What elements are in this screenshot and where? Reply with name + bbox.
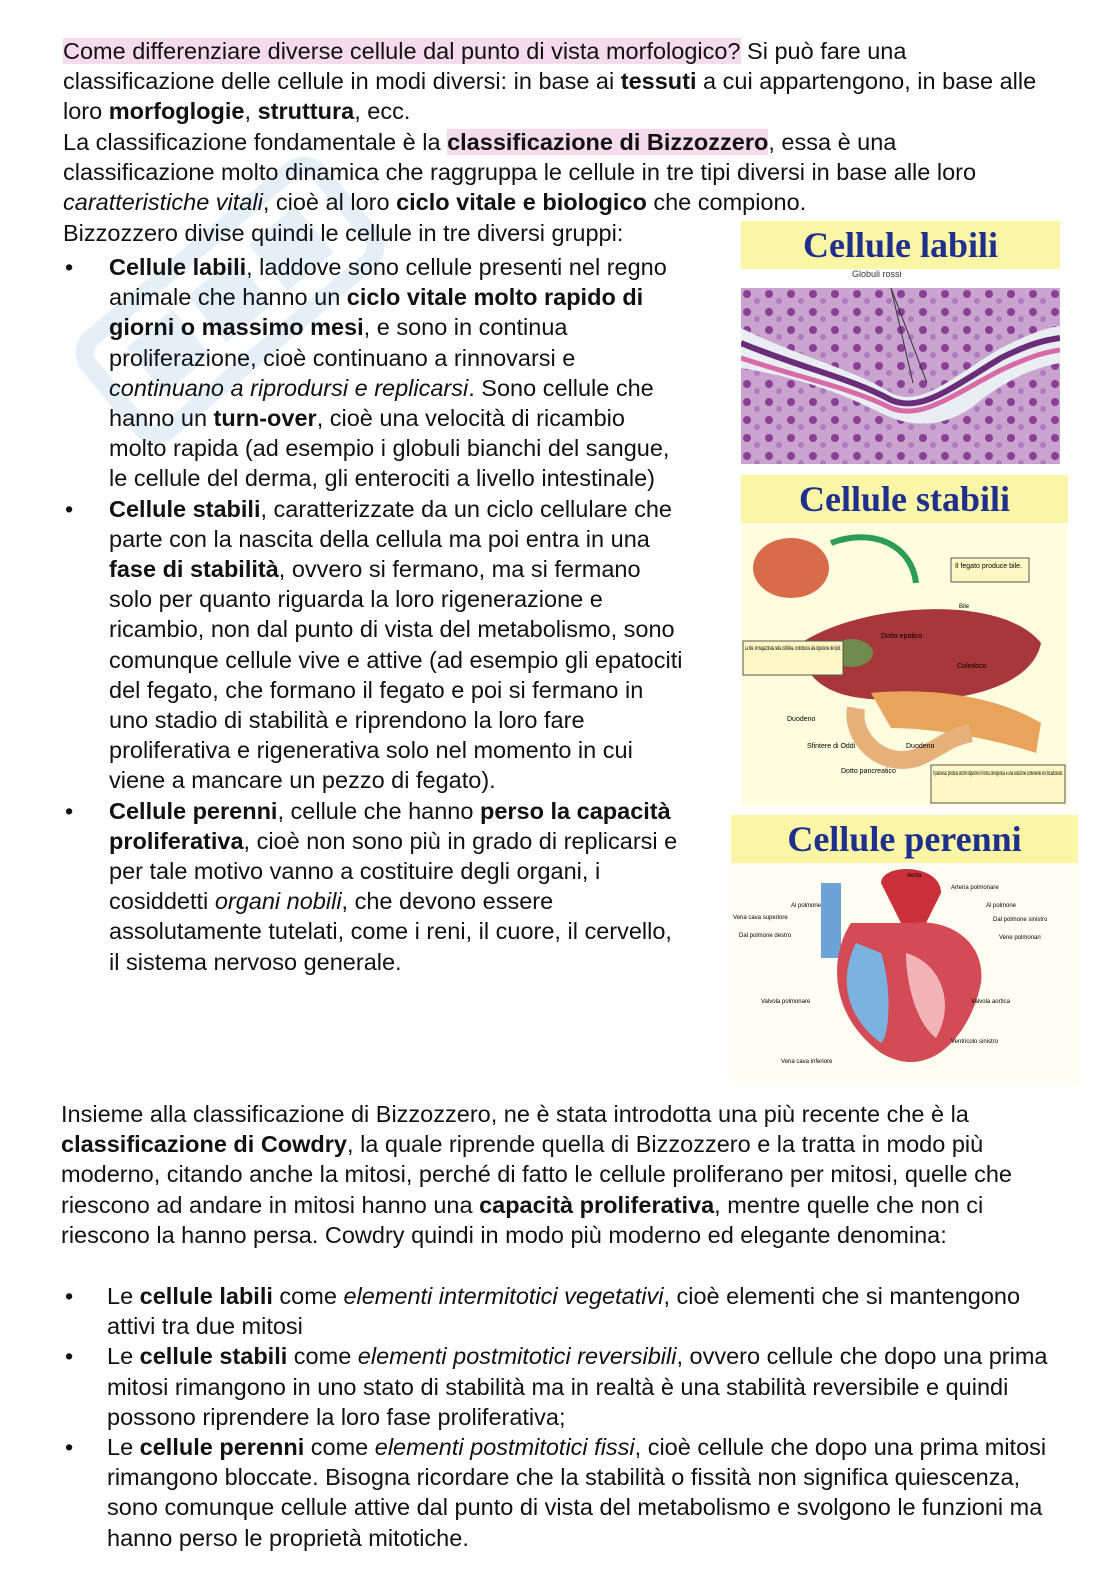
heart-diagram	[731, 863, 1078, 1085]
figure-stabili-title: Cellule stabili	[741, 475, 1068, 523]
list-item: • Cellule stabili, caratterizzate da un ciclo cellulare che parte con la nascita della cellula ma poi entra in una fase di stabilità, ovvero si fermano, ma si fermano solo per quanto riguarda la loro rigenerazione e ricambio, non dal punto di vista del metabolismo, sono comunque cellule vive e attive (ad esempio gli epatociti del fegato, che formano il fegato e poi si fermano in uno stadio di stabilità e riprendono la loro fare proliferativa e rigenerativa solo nel momento in cui viene a mancare un pezzo di fegato).	[63, 494, 688, 796]
figure-perenni-title: Cellule perenni	[731, 815, 1078, 863]
figure-perenni-label: Vena cava inferiore	[781, 1059, 833, 1065]
intro-paragraph: Come differenziare diverse cellule dal punto di vista morfologico? Si può fare una classificazione delle cellule in modi diversi: in base ai tessuti a cui appartengono, in base alle loro morfoglogie, struttura, ecc.	[63, 38, 1037, 125]
list-item: • Le cellule perenni come elementi postmitotici fissi, cioè cellule che dopo una prima mitosi rimangono bloccate. Bisogna ricordare che la stabilità o fissità non significa quiescenza, sono comunque cellule attive dal punto di vista del metabolismo e svolgono le funzioni ma hanno perso le proprietà mitotiche.	[63, 1432, 1048, 1553]
figure-perenni-label: Aorta	[907, 873, 922, 879]
list-item: • Le cellule stabili come elementi postmitotici reversibili, ovvero cellule che dopo una prima mitosi rimangono in uno stato di stabilità ma in realtà è una stabilità reversibile e quindi possono riprendere la loro fase proliferativa;	[63, 1341, 1048, 1432]
bizzozzero-paragraph: La classificazione fondamentale è la classificazione di Bizzozzero, essa è una classificazione molto dinamica che raggruppa le cellule in tre tipi diversi in base alle loro caratteristiche vitali, cioè al loro ciclo vitale e biologico che compiono.	[63, 129, 977, 216]
figure-perenni-label: Ventricolo sinistro	[951, 1039, 999, 1045]
figure-perenni-label: Al polmone	[986, 903, 1017, 909]
list-item: • Le cellule labili come elementi intermitotici vegetativi, cioè elementi che si mantengono attivi tra due mitosi	[63, 1281, 1048, 1341]
figure-stabili-label: La bile, immagazzinata nella cistifellea, contribuisce alla digestione dei lipidi.	[745, 646, 842, 652]
figure-perenni-label: Valvola polmonare	[761, 999, 811, 1005]
list-item: • Cellule labili, laddove sono cellule presenti nel regno animale che hanno un ciclo vitale molto rapido di giorni o massimo mesi, e sono in continua proliferazione, cioè continuano a rinnovarsi e continuano a riprodursi e replicarsi. Sono cellule che hanno un turn-over, cioè una velocità di ricambio molto rapida (ad esempio i globuli bianchi del sangue, le cellule del derma, gli enterociti a livello intestinale)	[63, 252, 688, 494]
bizzozzero-term: classificazione di Bizzozzero	[447, 129, 769, 155]
red-blood-cells-micrograph	[741, 288, 1060, 464]
figure-perenni-label: Vena cava superiore	[733, 915, 788, 921]
figure-stabili-label: Il pancreas produce enzimi digestivi in forma zimogenica e una soluzione contenente ioni bicarbonato.	[933, 771, 1064, 777]
figure-perenni-label: Al polmone	[791, 903, 822, 909]
figure-perenni-label: Valvola aortica	[971, 999, 1010, 1005]
bizzozzero-groups-list	[63, 252, 688, 977]
figure-stabili-label: Il fegato produce bile.	[955, 563, 1022, 570]
figure-stabili-label: Bile	[959, 604, 970, 610]
figure-labili-caption: Globuli rossi	[852, 269, 902, 279]
figure-perenni-label: Arteria polmonare	[951, 885, 999, 891]
figure-stabili-label: Duodeno	[787, 716, 816, 723]
figure-perenni-label: Dal polmone destro	[739, 933, 792, 939]
figure-perenni-label: Dal polmone sinistro	[993, 917, 1048, 923]
figure-stabili-label: Dotto pancreatico	[841, 768, 896, 775]
list-item: • Cellule perenni, cellule che hanno perso la capacità proliferativa, cioè non sono più in grado di replicarsi e per tale motivo vanno a costituire degli organi, i cosiddetti organi nobili, che devono essere assolutamente tutelati, come i reni, il cuore, il cervello, il sistema nervoso generale.	[63, 796, 688, 977]
figure-stabili-label: Dotto epatico	[881, 633, 923, 640]
figure-perenni-label: Vene polmonari	[999, 935, 1041, 941]
figure-labili-title: Cellule labili	[741, 221, 1060, 269]
figure-stabili-label: Coledoco	[957, 663, 987, 670]
intro-question: Come differenziare diverse cellule dal punto di vista morfologico?	[63, 38, 741, 64]
figure-stabili-label: Duodeno	[906, 743, 935, 750]
bizzozzero-groups-intro: Bizzozzero divise quindi le cellule in tre diversi gruppi:	[63, 220, 624, 246]
cowdry-paragraph: Insieme alla classificazione di Bizzozzero, ne è stata introdotta una più recente che è la classificazione di Cowdry, la quale riprende quella di Bizzozzero e la tratta in modo più moderno, citando anche la mitosi, perché di fatto le cellule proliferano per mitosi, quelle che riescono ad andare in mitosi hanno una capacità proliferativa, mentre quelle che non ci riescono la hanno persa. Cowdry quindi in modo più moderno ed elegante denomina:	[61, 1101, 1012, 1248]
cowdry-list	[63, 1281, 1048, 1553]
figure-stabili-label: Sfintere di Oddi	[807, 743, 856, 750]
liver-pancreas-diagram	[741, 523, 1068, 806]
